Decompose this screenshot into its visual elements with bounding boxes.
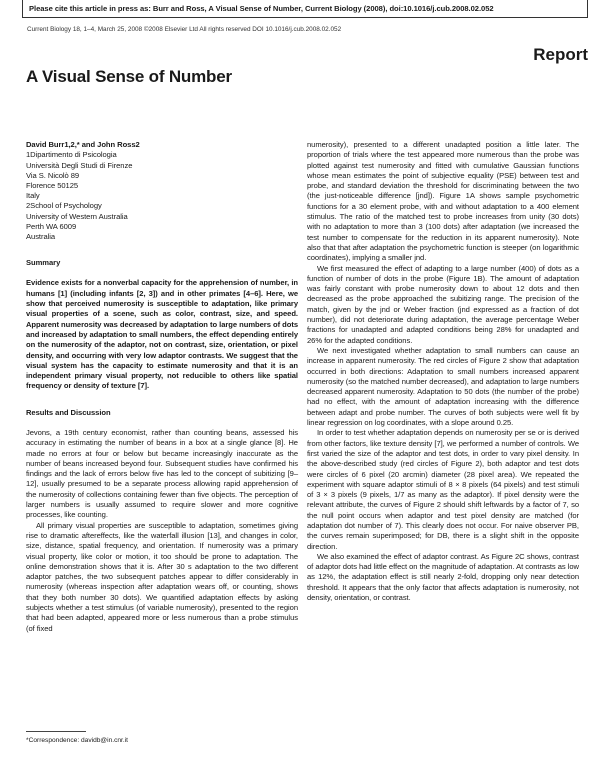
results-paragraph: Jevons, a 19th century economist, rather than counting beans, assessed his accuracy in estimating the number of beans in a box at a single glance [8]. He made no errors at four or below but became increasingly inaccurate as the number of beans increased beyond four. Subsequent studies have confirmed his findings and the lack of errors below five has led to the concept of subitizing [9–12], usually presumed to be a separate process allowing rapid apprehension of the numerosity of collections containing fewer than five objects. The perception of larger numbers is usually assumed to require slower and more cognitive processes, like counting.	[26, 427, 298, 520]
article-type: Report	[533, 45, 588, 64]
journal-line: Current Biology 18, 1–4, March 25, 2008 ©2008 Elsevier Ltd All rights reserved DOI 10.1016/j.cub.2008.02.052	[27, 26, 342, 33]
affiliation-line: 1Dipartimento di Psicologia	[26, 150, 117, 160]
body-paragraph: We first measured the effect of adapting to a large number (400) of dots as a function of number of dots in the probe (Figure 1B). The amount of adaptation was fairly constant with probe numerosity down to about 12 dots and then decreased as the probe approached the subitizing range. The precision of the match, given by the jnd or Weber fraction (jnd expressed as a fraction of dot number), did not deteriorate during adaptation, the average percentage Weber fractions for unadapted and adapted conditions being 28% for unadapted and 26% for the adapted conditions.	[307, 263, 579, 345]
affiliation-line: 2School of Psychology	[26, 201, 102, 211]
body-paragraph: numerosity), presented to a different unadapted position a little later. The proportion of trials where the test appeared more numerous than the probe was plotted against test numerosity and fitted with cumulative Gaussian functions whose mean estimates the point of subjective equality (PSE) between test and probe, and standard deviation the threshold for discriminating between the two (the just-noticeable difference [jnd]). Figure 1A shows sample psychometric functions for a 30 element probe, with and without adaptation to a 400 element stimulus. The ratio of the matched test to probe increases from unity (30 dots) with no adaptation to more than 3 (100 dots) after adaptation (we increased the test number to compensate for the reduction in its apparent numerosity). Note also that that after adaptation the psychometric function is steeper (on logarithmic coordinates), implying a smaller jnd.	[307, 140, 579, 263]
citation-notice: Please cite this article in press as: Burr and Ross, A Visual Sense of Number, Current Biology (2008), doi:10.1016/j.cub.2008.02.052	[22, 0, 588, 18]
right-column	[307, 140, 579, 603]
results-paragraph: All primary visual properties are susceptible to adaptation, sometimes giving rise to dramatic aftereffects, like the waterfall illusion [13], and changes in color, size, distance, spatial frequency, and orientation. If numerosity was a primary visual property, like color or motion, it too should be prone to adaptation. The online demonstration shows that it is. After 30 s adaptation to the two different adaptor patches, the two subsequent patches appear to differ considerably in numerosity (whereas inspection after adaptation wears off, or counting, shows that they both number 30 dots). We quantified adaptation effects by asking subjects whether a test stimulus (of variable numerosity), presented to the region that had been adapted, appeared more or less numerous than a probe stimulus (of fixed	[26, 520, 298, 633]
correspondence-note: *Correspondence: davidb@in.cnr.it	[26, 737, 128, 744]
affiliation-line: Italy	[26, 191, 40, 201]
affiliation-line: Università Degli Studi di Firenze	[26, 160, 133, 170]
summary-text: Evidence exists for a nonverbal capacity for the apprehension of number, in humans [1] (including infants [2, 3]) and in other primates [4–6]. Here, we show that perceived numerosity is susceptible to adaptation, like primary visual properties of a scene, such as color, contrast, size, and speed. Apparent numerosity was decreased by adaptation to large numbers of dots and increased by adaptation to small numbers, the effect depending entirely on the numerosity of the adaptor, not on contrast, size, orientation, or pixel density, and occurring with very low adaptor contrasts. We suggest that the visual system has the capacity to estimate numerosity and that it is an independent primary visual property, not reducible to others like spatial frequency or density of texture [7].	[26, 278, 298, 391]
affiliation-line: Australia	[26, 231, 56, 241]
affiliations	[26, 150, 298, 242]
authors: David Burr1,2,* and John Ross2	[26, 140, 140, 149]
results-heading: Results and Discussion	[26, 407, 111, 417]
footnote-rule	[26, 731, 86, 732]
left-column	[26, 140, 298, 634]
affiliation-line: Via S. Nicolò 89	[26, 170, 80, 180]
body-paragraph: We next investigated whether adaptation to small numbers can cause an increase in apparent numerosity. The red circles of Figure 2 show that adaptation occurred in both directions: Adaptation to small numbers increased apparent numerosity (so the matched number decreased), and adaptation to large numbers decreased apparent numerosity. Adaptation to 50 dots (the number of the probe) had no effect, with the amount of adaptation increasing with the difference between adapt and probe number. The curves of both subjects were well fit by linear regression on log coordinates, with a slope around 0.25.	[307, 345, 579, 428]
summary-heading: Summary	[26, 258, 61, 268]
body-paragraph: In order to test whether adaptation depends on numerosity per se or is derived from other factors, like texture density [7], we performed a number of controls. We first varied the size of the adaptor and test dots, in order to vary pixel density. In the above-described study (red circles of Figure 2), both adaptor and test dots were circles of 6 pixel (20 arcmin) diameter (28 pixel area). We repeated the experiment with square adaptor stimuli of 8 × 8 pixels (64 pixels) and test stimuli of 3 × 3 pixels (9 pixels, 1/7 as many as the adaptor). If pixel density were the relevant attribute, the curves of Figure 2 should shift leftwards by a factor of 7, so the null point occurs when adaptor and test pixel density are matched (for adaptation dot number of 7). This clearly does not occur. For naive observer PB, the curves remain superimposed; for DB, there is a slight shift in the opposite direction.	[307, 428, 579, 551]
body-paragraph: We also examined the effect of adaptor contrast. As Figure 2C shows, contrast of adaptor dots had little effect on the magnitude of adaptation. At contrasts as low as 12%, the adaptation effect is still nearly 2-fold, dropping only near detection threshold. It appears that the only factor that affects adaptation is numerosity, not density, orientation, or contrast.	[307, 551, 579, 603]
affiliation-line: Florence 50125	[26, 180, 79, 190]
affiliation-line: University of Western Australia	[26, 211, 128, 221]
article-title: A Visual Sense of Number	[26, 67, 232, 86]
affiliation-line: Perth WA 6009	[26, 221, 77, 231]
